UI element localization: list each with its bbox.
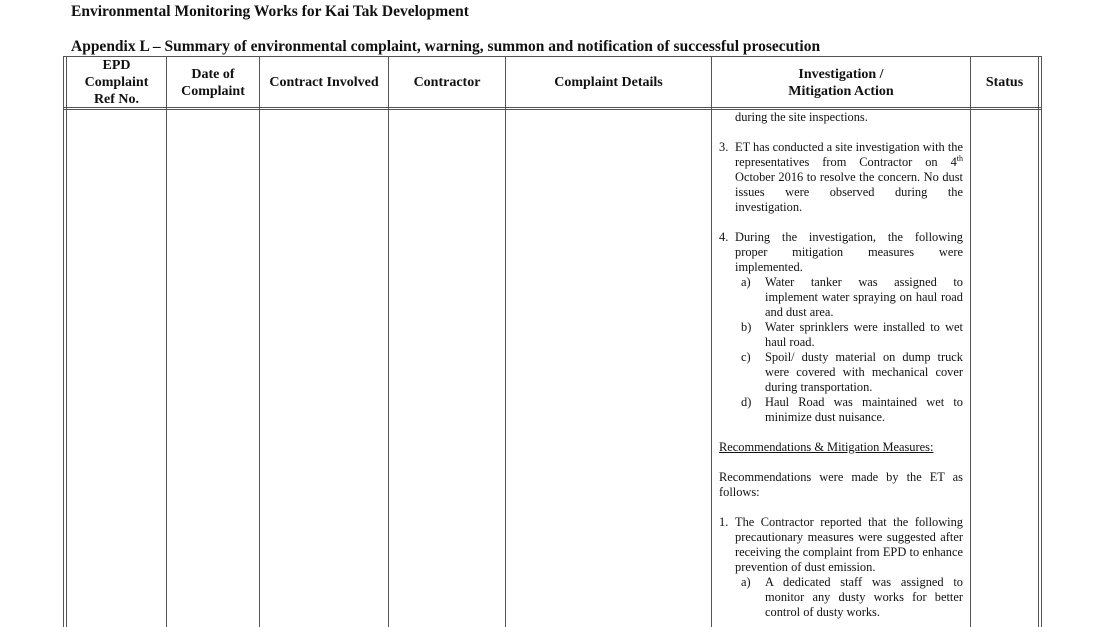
document-title: Environmental Monitoring Works for Kai Tak Development (71, 3, 469, 20)
list-item-4: 4. During the investigation, the following proper mitigation measures were implemented. (719, 230, 963, 274)
list-item-3: 3. ET has conducted a site investigation with the representatives from Contractor on 4th October 2016 to resolve the concern. No dust issues were observed during the investigation. (719, 140, 963, 214)
col-divider-6 (970, 56, 971, 627)
col-divider-4 (505, 56, 506, 627)
col-divider-5 (711, 56, 712, 627)
continued-line: during the site inspections. (735, 110, 868, 124)
table-left-border (63, 56, 64, 627)
recommendation-item-1: 1. The Contractor reported that the following precautionary measures were suggested after receiving the complaint from EPD to enhance prevention of dust emission. (719, 515, 963, 574)
table-right-border (1041, 56, 1042, 627)
header-epd-ref-no: EPD Complaint Ref No. (84, 58, 149, 107)
col-divider-3 (388, 56, 389, 627)
col-divider-2 (259, 56, 260, 627)
header-date-of-complaint: Date of Complaint (181, 66, 245, 99)
table-right-border-inner (1038, 56, 1039, 627)
sub-item-a: a) Water tanker was assigned to implement water spraying on haul road and dust area. (741, 275, 963, 319)
header-complaint-details: Complaint Details (554, 75, 663, 90)
investigation-cell (719, 110, 963, 620)
header-contract-involved: Contract Involved (269, 75, 379, 90)
recommendation-sub-item-a: a) A dedicated staff was assigned to monitor any dusty works for better control of dusty works. (741, 575, 963, 619)
appendix-title: Appendix L – Summary of environmental complaint, warning, summon and notification of successful prosecution (71, 38, 821, 55)
table-left-border-inner (66, 56, 67, 627)
header-investigation-mitigation: Investigation / Mitigation Action (788, 66, 894, 99)
sub-item-c: c) Spoil/ dusty material on dump truck were covered with mechanical cover during transportation. (741, 350, 963, 394)
sub-item-b: b) Water sprinklers were installed to wet haul road. (741, 320, 963, 349)
recommendations-heading: Recommendations & Mitigation Measures: (719, 440, 934, 454)
header-contractor: Contractor (413, 75, 481, 90)
sub-item-d: d) Haul Road was maintained wet to minimize dust nuisance. (741, 395, 963, 424)
header-status: Status (985, 75, 1024, 90)
col-divider-1 (166, 56, 167, 627)
recommendations-intro: Recommendations were made by the ET as follows: (719, 470, 963, 499)
